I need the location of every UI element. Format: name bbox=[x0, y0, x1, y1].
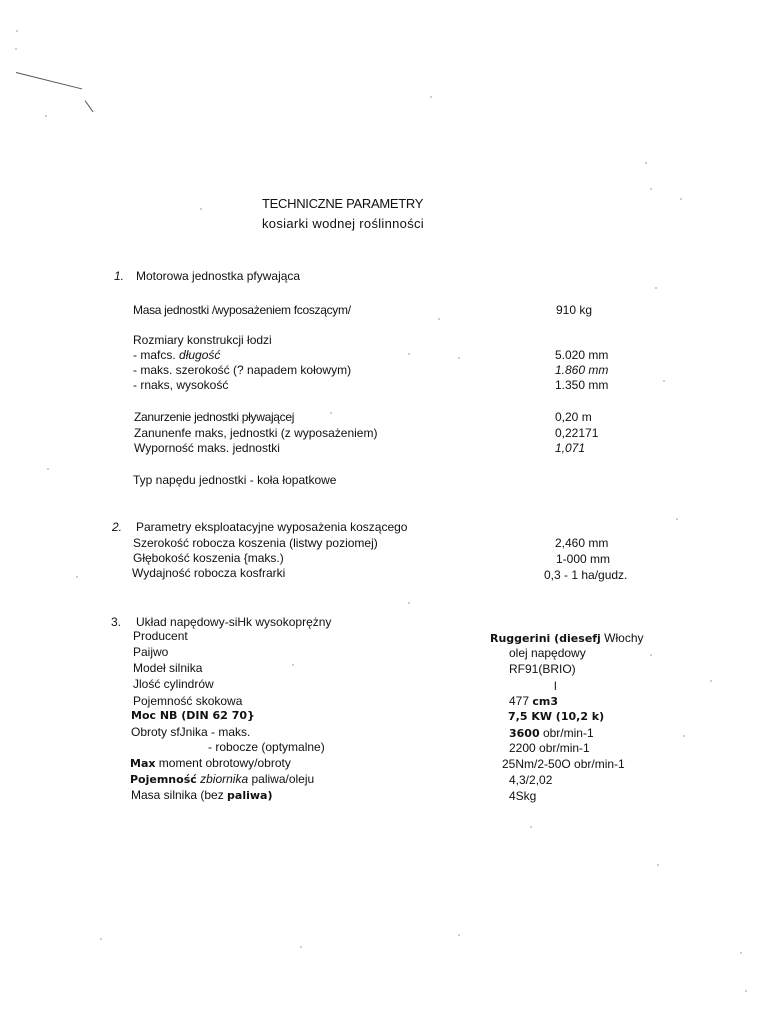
document-title: TECHNICZNE PARAMETRY bbox=[262, 196, 424, 211]
mowing-width-value: 2,460 mm bbox=[555, 536, 609, 550]
cylinders-value: l bbox=[554, 679, 557, 693]
tank-capacity-value: 4,3/2,02 bbox=[509, 773, 553, 787]
engine-mass-value: 4Skg bbox=[509, 789, 537, 803]
power-label: Moc NB (DIN 62 70} bbox=[131, 709, 255, 722]
width-label: - maks. szerokość (? napadem kołowym) bbox=[133, 363, 352, 377]
document-subtitle: kosiarki wodnej roślinności bbox=[262, 216, 424, 231]
cylinders-label: Jlość cylindrów bbox=[133, 677, 214, 691]
engine-mass-label: Masa silnika (bez paliwa) bbox=[131, 788, 273, 802]
section-2-number: 2. bbox=[112, 520, 123, 534]
displacement-value: 477 cm3 bbox=[509, 694, 558, 708]
mowing-depth-label: Głębokość koszenia {maks.) bbox=[133, 551, 284, 565]
tank-capacity-label: Pojemność zbiornika paliwa/oleju bbox=[130, 772, 315, 786]
producer-label: Producent bbox=[133, 629, 188, 643]
section-1-heading: Motorowa jednostka pfywająca bbox=[136, 269, 301, 283]
vessel-mass-label: Masa jednostki /wyposażeniem fcoszącym/ bbox=[133, 303, 351, 317]
mowing-width-label: Szerokość robocza koszenia (listwy poziomej) bbox=[133, 536, 378, 550]
efficiency-label: Wydajność robocza kosfrarki bbox=[132, 566, 286, 580]
draft-label: Zanurzenie jednostki pływającej bbox=[134, 410, 295, 424]
section-2-heading: Parametry eksploatacyjne wyposażenia koszącego bbox=[136, 520, 408, 534]
rpm-working-label: - robocze (optymalne) bbox=[208, 740, 325, 754]
height-label: - rnaks, wysokość bbox=[133, 378, 229, 392]
mowing-depth-value: 1-000 mm bbox=[556, 552, 611, 566]
max-draft-label: Zanunenfe maks, jednostki (z wyposażeniem) bbox=[134, 426, 378, 440]
vessel-mass-value: 910 kg bbox=[556, 303, 593, 317]
engine-model-value: RF91(BRIO) bbox=[509, 662, 576, 676]
width-value: 1.860 mm bbox=[555, 363, 609, 377]
efficiency-value: 0,3 - 1 ha/gudz. bbox=[544, 568, 628, 582]
rpm-working-value: 2200 obr/min-1 bbox=[509, 741, 590, 755]
section-3-heading: Układ napędowy-siHk wysokoprężny bbox=[136, 615, 332, 629]
torque-value: 25Nm/2-50O obr/min-1 bbox=[502, 757, 625, 771]
buoyancy-value: 1,071 bbox=[555, 441, 586, 455]
fuel-label: Paijwo bbox=[133, 645, 169, 659]
length-value: 5.020 mm bbox=[555, 348, 609, 362]
producer-value: Ruggerini (diesefj Włochy bbox=[490, 631, 644, 645]
buoyancy-label: Wyporność maks. jednostki bbox=[134, 441, 280, 455]
section-1-number: 1. bbox=[114, 269, 125, 283]
max-draft-value: 0,22171 bbox=[555, 426, 599, 440]
drive-type: Typ napędu jednostki - koła łopatkowe bbox=[133, 473, 337, 487]
section-3-number: 3. bbox=[111, 615, 122, 629]
length-label: - mafcs. długość bbox=[133, 348, 221, 362]
rpm-max-label: Obroty sfJnika - maks. bbox=[131, 725, 251, 739]
torque-label: Max moment obrotowy/obroty bbox=[130, 756, 291, 770]
draft-value: 0,20 m bbox=[555, 410, 592, 424]
height-value: 1.350 mm bbox=[555, 378, 609, 392]
rpm-max-value: 3600 obr/min-1 bbox=[509, 726, 594, 740]
displacement-label: Pojemność skokowa bbox=[133, 694, 243, 708]
dimensions-heading: Rozmiary konstrukcji łodzi bbox=[133, 333, 272, 347]
fuel-value: olej napędowy bbox=[509, 646, 586, 660]
engine-model-label: Modeł silnika bbox=[133, 661, 203, 675]
power-value: 7,5 KW (10,2 k) bbox=[508, 710, 605, 723]
